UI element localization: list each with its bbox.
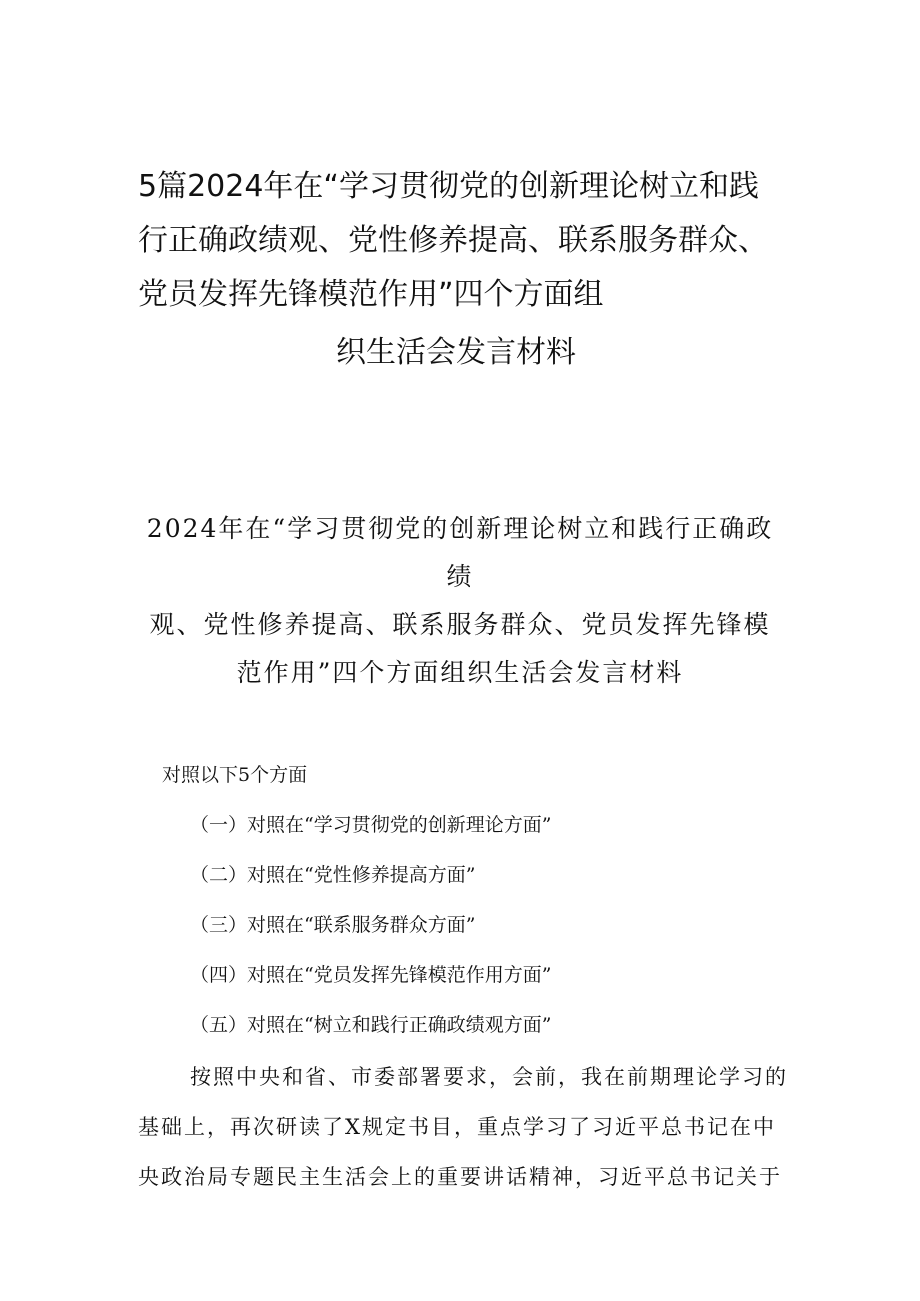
body-line-1: 按照中央和省、市委部署要求，会前，我在前期理论学习的 [190,1065,788,1089]
intro-paragraph: 对照以下5个方面 [162,764,308,786]
main-title-line-1: 5篇2024年在“学习贯彻党的创新理论树立和践 [138,169,759,204]
document-sub-title [120,505,800,697]
body-paragraph [138,1052,788,1202]
body-line-3: 央政治局专题民主生活会上的重要讲话精神，习近平总书记关于 [138,1165,782,1189]
aspect-item-5: （五）对照在“树立和践行正确政绩观方面” [190,1014,552,1036]
main-title-line-3: 党员发挥先锋模范作用”四个方面组 [138,277,604,312]
aspects-list [190,810,551,1060]
sub-title-line-1: 2024年在“学习贯彻党的创新理论树立和践行正确政 [146,514,774,543]
sub-title-line-2: 绩 [446,562,474,591]
document-main-title [138,160,818,380]
body-line-2: 基础上，再次研读了X规定书目，重点学习了习近平总书记在中 [138,1115,776,1139]
sub-title-line-4: 范作用”四个方面组织生活会发言材料 [236,658,684,687]
main-title-line-2: 行正确政绩观、党性修养提高、联系服务群众、 [138,223,768,258]
main-title-line-4: 织生活会发言材料 [336,335,576,370]
sub-title-line-3: 观、党性修养提高、联系服务群众、党员发挥先锋模 [149,610,771,639]
aspect-item-3: （三）对照在“联系服务群众方面” [190,914,476,936]
aspect-item-4: （四）对照在“党员发挥先锋模范作用方面” [190,964,552,986]
aspect-item-2: （二）对照在“党性修养提高方面” [190,864,476,886]
aspect-item-1: （一）对照在“学习贯彻党的创新理论方面” [190,814,552,836]
